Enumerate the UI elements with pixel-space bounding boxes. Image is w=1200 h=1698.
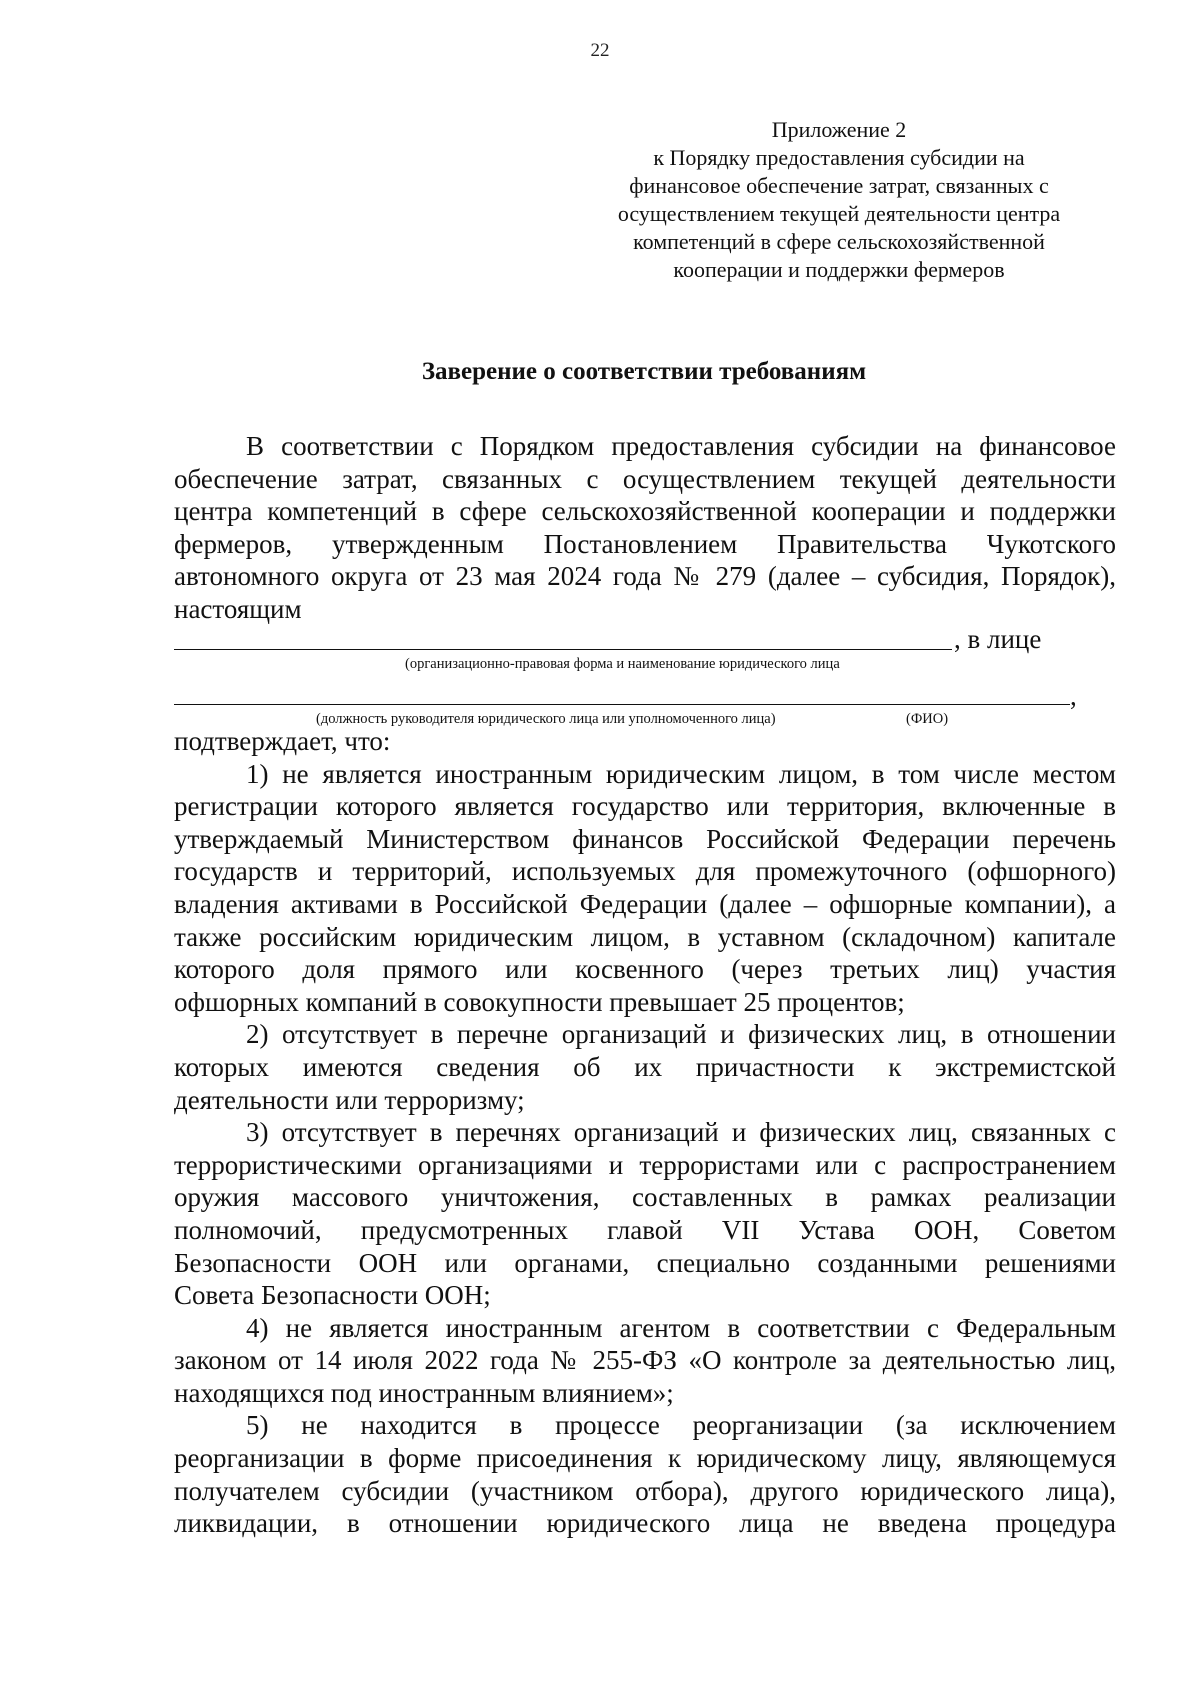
text-line: также российским юридическим лицом, в уставном (складочном) капитале	[174, 921, 1116, 952]
text-line: Совета Безопасности ООН;	[174, 1280, 491, 1311]
text-line: центра компетенций в сфере сельскохозяйственной кооперации и поддержки	[174, 496, 1116, 527]
text-line: государств и территорий, используемых для промежуточного (офшорного)	[174, 856, 1116, 887]
text-line: В соответствии с Порядком предоставления субсидии на финансовое	[246, 431, 1116, 461]
text-line: которого доля прямого или косвенного (через третьих лиц) участия	[174, 954, 1116, 985]
text-line: Безопасности ООН или органами, специально созданными решениями	[174, 1247, 1116, 1278]
text-line: настоящим	[174, 593, 302, 624]
text-line: владения активами в Российской Федерации (далее – офшорные компании), а	[174, 888, 1116, 919]
text-line: утверждаемый Министерством финансов Российской Федерации перечень	[174, 823, 1116, 854]
text-line: фермеров, утвержденным Постановлением Правительства Чукотского	[174, 528, 1116, 559]
annex-line: кооперации и поддержки фермеров	[673, 257, 1005, 282]
text-line: законом от 14 июля 2022 года № 255-ФЗ «О контроле за деятельностью лиц,	[174, 1345, 1116, 1376]
form-suffix-comma: ,	[1070, 681, 1077, 711]
text-line: деятельности или терроризму;	[174, 1084, 525, 1115]
annex-line: финансовое обеспечение затрат, связанных с	[629, 173, 1049, 198]
representative-position-caption: (должность руководителя юридического лица или уполномоченного лица)	[316, 711, 776, 727]
annex-line: Приложение 2	[771, 117, 907, 142]
annex-header	[602, 116, 1076, 284]
text-line: обеспечение затрат, связанных с осуществлением текущей деятельности	[174, 463, 1116, 494]
list-item-5: 5) не находится в процессе реорганизации (за исключением	[246, 1410, 1116, 1441]
list-item-4: 4) не является иностранным агентом в соответствии с Федеральным	[246, 1312, 1116, 1343]
legal-entity-caption: (организационно-правовая форма и наименование юридического лица	[405, 656, 840, 672]
text-line: подтверждает, что:	[174, 726, 391, 756]
annex-line: к Порядку предоставления субсидии на	[653, 145, 1025, 170]
text-line: офшорных компаний в совокупности превышает 25 процентов;	[174, 986, 905, 1017]
text-line: оружия массового уничтожения, составленных в рамках реализации	[174, 1182, 1116, 1213]
annex-line: компетенций в сфере сельскохозяйственной	[633, 229, 1045, 254]
text-line: реорганизации в форме присоединения к юридическому лицу, являющемуся	[174, 1443, 1116, 1474]
text-line: террористическими организациями и террористами или с распространением	[174, 1149, 1116, 1180]
representative-field[interactable]	[174, 704, 1070, 705]
confirmation-list	[174, 725, 1116, 1540]
list-item-1: 1) не является иностранным юридическим лицом, в том числе местом	[246, 758, 1116, 789]
text-line: которых имеются сведения об их причастности к экстремистской	[174, 1051, 1116, 1082]
page-number: 22	[590, 40, 610, 61]
text-line: полномочий, предусмотренных главой VII Устава ООН, Советом	[174, 1214, 1116, 1245]
text-line: регистрации которого является государство или территория, включенные в	[174, 791, 1116, 822]
text-line: автономного округа от 23 мая 2024 года № 279 (далее – субсидия, Порядок),	[174, 561, 1116, 592]
text-line: находящихся под иностранным влиянием»;	[174, 1377, 674, 1408]
list-item-2: 2) отсутствует в перечне организаций и физических лиц, в отношении	[246, 1019, 1116, 1050]
intro-paragraph	[174, 430, 1116, 626]
list-item-3: 3) отсутствует в перечнях организаций и физических лиц, связанных с	[246, 1117, 1116, 1148]
legal-entity-name-field[interactable]	[174, 649, 952, 650]
annex-line: осуществлением текущей деятельности центра	[617, 201, 1061, 226]
text-line: ликвидации, в отношении юридического лица не введена процедура	[174, 1508, 1116, 1539]
document-title: Заверение о соответствии требованиям	[421, 358, 867, 385]
representative-name-caption: (ФИО)	[906, 711, 949, 727]
form-suffix-in-person: , в лице	[954, 624, 1042, 654]
text-line: получателем субсидии (участником отбора), другого юридического лица),	[174, 1475, 1116, 1506]
